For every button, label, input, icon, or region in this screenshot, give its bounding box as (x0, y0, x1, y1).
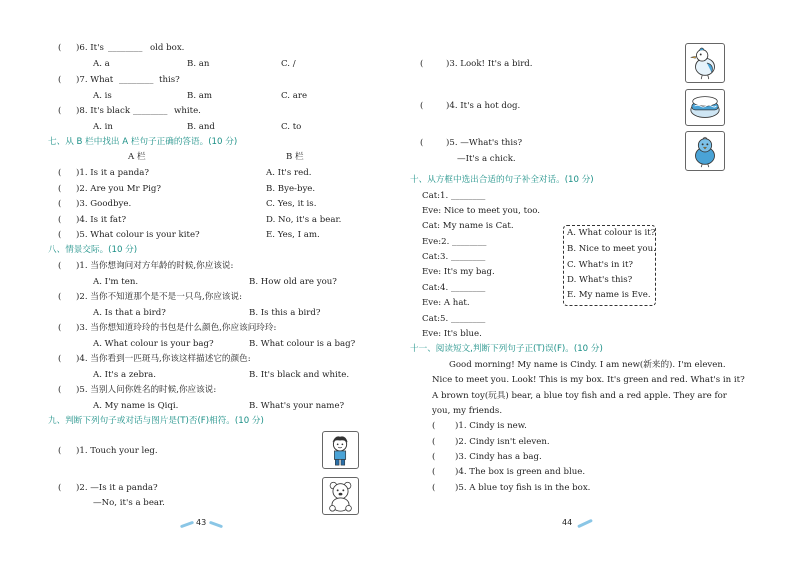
judge-item: )3. Look! It's a bird. (446, 59, 533, 69)
judge-item: )4. It's a hot dog. (446, 101, 521, 111)
match-a-item: )3. Goodbye. (76, 199, 132, 209)
situation-question: )4. 当你看到一匹斑马,你该这样描述它的颜色: (76, 354, 251, 364)
option-b: B. It's black and white. (249, 370, 350, 380)
chick-picture (685, 131, 725, 171)
match-b-item: A. It's red. (266, 168, 312, 178)
paren-open: ( (58, 43, 62, 53)
paren-open: ( (58, 75, 62, 85)
box-option: D. What's this? (567, 275, 633, 285)
box-option: A. What colour is it? (567, 228, 656, 238)
match-a-item: )4. Is it fat? (76, 215, 127, 225)
column-b-header: B 栏 (286, 152, 304, 162)
option-c: C. to (281, 122, 302, 132)
option-b: B. an (187, 59, 210, 69)
paren-open: ( (58, 168, 62, 178)
paren-open: ( (58, 106, 62, 116)
paren-open: ( (432, 421, 436, 431)
situation-question: )3. 当你想知道玲玲的书包是什么颜色,你应该问玲玲: (76, 323, 277, 333)
paren-open: ( (420, 138, 424, 148)
paren-open: ( (420, 59, 424, 69)
tf-item: )5. A blue toy fish is in the box. (455, 483, 591, 493)
dialogue-line: Cat:5. ________ (422, 314, 486, 324)
box-option: B. Nice to meet you. (567, 244, 656, 254)
situation-question: )2. 当你不知道那个是不是一只鸟,你应该说: (76, 292, 243, 302)
paren-open: ( (58, 261, 62, 271)
paren-open: ( (432, 452, 436, 462)
dialogue-line: Cat: My name is Cat. (422, 221, 514, 231)
dialogue-line: Eve: A hat. (422, 298, 470, 308)
paren-open: ( (420, 101, 424, 111)
match-b-item: D. No, it's a bear. (266, 215, 342, 225)
dialogue-line: Cat:4. ________ (422, 283, 486, 293)
option-b: B. What's your name? (249, 401, 345, 411)
blank: ________ (108, 43, 143, 53)
dialogue-line: Eve:2. ________ (422, 237, 487, 247)
page-number: 43 (196, 518, 207, 527)
match-b-item: E. Yes, I am. (266, 230, 320, 240)
option-a: A. in (93, 122, 113, 132)
question-6-stem: )6. It's (76, 43, 104, 53)
judge-item-reply: —No, it's a bear. (93, 498, 165, 508)
match-a-item: )5. What colour is your kite? (76, 230, 200, 240)
passage-line: you, my friends. (432, 406, 503, 416)
dialogue-line: Eve: It's my bag. (422, 267, 495, 277)
dialogue-line: Eve: Nice to meet you, too. (422, 206, 541, 216)
option-b: B. How old are you? (249, 277, 337, 287)
passage-line: Nice to meet you. Look! This is my box. It's green and red. What's in it? (432, 375, 745, 385)
option-c: C. are (281, 91, 308, 101)
option-a: A. is (93, 91, 112, 101)
section-7-title: 七、从 B 栏中找出 A 栏句子正确的答语。(10 分) (48, 137, 238, 147)
blank: ________ (133, 106, 168, 116)
dialogue-line: Cat:3. ________ (422, 252, 486, 262)
match-a-item: )2. Are you Mr Pig? (76, 184, 161, 194)
option-a: A. Is that a bird? (93, 308, 166, 318)
passage-line: Good morning! My name is Cindy. I am new(新来的). I'm eleven. (449, 360, 726, 370)
section-9-title: 九、判断下列句子或对话与图片是(T)否(F)相符。(10 分) (48, 416, 264, 426)
paren-open: ( (58, 184, 62, 194)
paren-open: ( (58, 323, 62, 333)
match-b-item: B. Bye-bye. (266, 184, 316, 194)
paren-open: ( (58, 446, 62, 456)
situation-question: )1. 当你想询问对方年龄的时候,你应该说: (76, 261, 234, 271)
option-a: A. a (93, 59, 110, 69)
blank: ________ (119, 75, 154, 85)
question-8-rest: white. (174, 106, 201, 116)
column-a-header: A 栏 (128, 152, 146, 162)
option-c: C. / (281, 59, 296, 69)
bear-picture (322, 477, 359, 515)
option-b: B. and (187, 122, 215, 132)
passage-line: A brown toy(玩具) bear, a blue toy fish and a red apple. They are for (432, 391, 727, 401)
question-6-rest: old box. (150, 43, 185, 53)
judge-item: )1. Touch your leg. (76, 446, 158, 456)
page-deco (180, 521, 194, 529)
dialogue-line: Eve: It's blue. (422, 329, 482, 339)
option-b: B. What colour is a bag? (249, 339, 356, 349)
option-b: B. am (187, 91, 213, 101)
box-option: E. My name is Eve. (567, 290, 651, 300)
page-number: 44 (562, 518, 573, 527)
hot-dog-picture (685, 89, 725, 126)
match-a-item: )1. Is it a panda? (76, 168, 150, 178)
paren-open: ( (58, 385, 62, 395)
paren-open: ( (58, 292, 62, 302)
judge-item: )2. —Is it a panda? (76, 483, 158, 493)
section-10-title: 十、从方框中选出合适的句子补全对话。(10 分) (410, 175, 594, 185)
paren-open: ( (432, 437, 436, 447)
box-option: C. What's in it? (567, 260, 634, 270)
tf-item: )1. Cindy is new. (455, 421, 527, 431)
dialogue-line: Cat:1. ________ (422, 191, 486, 201)
option-a: A. My name is Qiqi. (93, 401, 179, 411)
question-7-rest: this? (159, 75, 180, 85)
question-8-stem: )8. It's black (76, 106, 131, 116)
tf-item: )2. Cindy isn't eleven. (455, 437, 550, 447)
option-a: A. What colour is your bag? (93, 339, 214, 349)
tf-item: )4. The box is green and blue. (455, 467, 586, 477)
paren-open: ( (58, 230, 62, 240)
option-a: A. It's a zebra. (93, 370, 156, 380)
boy-picture (322, 431, 359, 469)
paren-open: ( (432, 467, 436, 477)
question-7-stem: )7. What (76, 75, 114, 85)
section-11-title: 十一、阅读短文,判断下列句子正(T)误(F)。(10 分) (410, 344, 603, 354)
section-8-title: 八、情景交际。(10 分) (48, 245, 138, 255)
tf-item: )3. Cindy has a bag. (455, 452, 542, 462)
paren-open: ( (432, 483, 436, 493)
bird-picture (685, 43, 725, 83)
judge-item-reply: —It's a chick. (457, 154, 516, 164)
judge-item: )5. —What's this? (446, 138, 523, 148)
paren-open: ( (58, 199, 62, 209)
paren-open: ( (58, 354, 62, 364)
page-deco (577, 519, 593, 528)
match-b-item: C. Yes, it is. (266, 199, 317, 209)
situation-question: )5. 当别人问你姓名的时候,你应该说: (76, 385, 217, 395)
paren-open: ( (58, 483, 62, 493)
paren-open: ( (58, 215, 62, 225)
option-b: B. Is this a bird? (249, 308, 321, 318)
page-deco (209, 521, 223, 529)
option-a: A. I'm ten. (93, 277, 139, 287)
